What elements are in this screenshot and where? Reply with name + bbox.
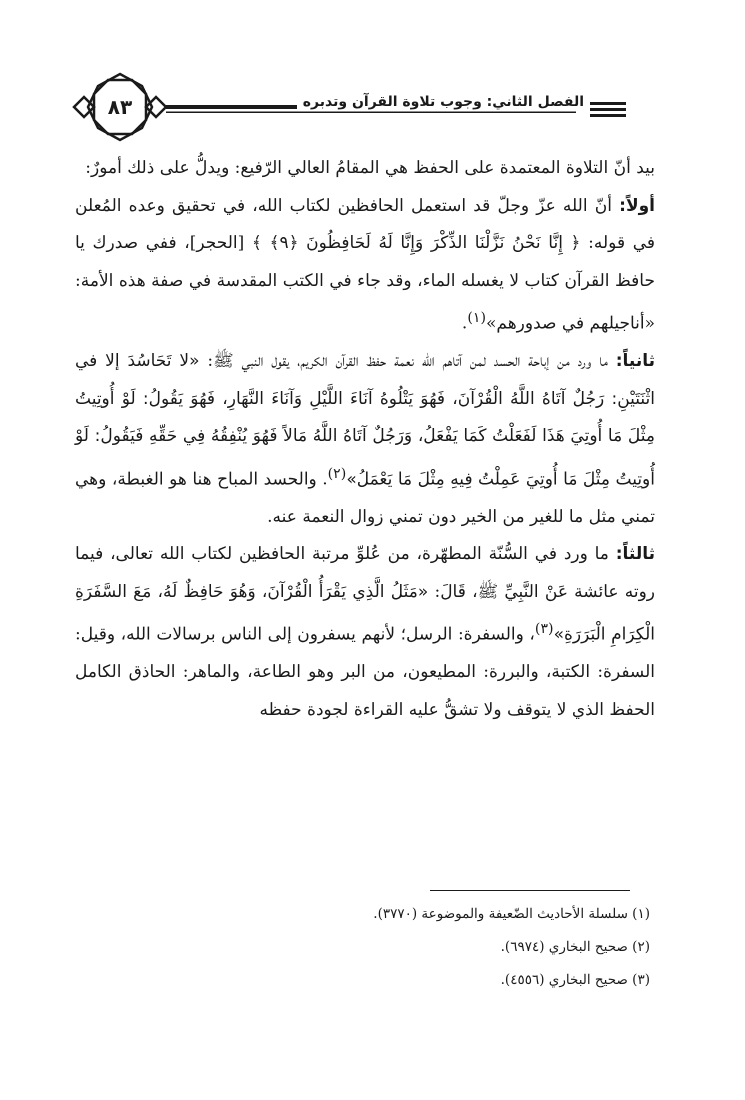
point-two-text: ما ورد من إباحة الحسد لمن آتاهم الله نعمة حفظ القرآن الكريم، يقول النبي ﷺ: [207,351,608,372]
point-three-text-2: ، والسفرة: الرسل؛ لأنهم يسفرون إلى الناس برسالات الله، وقيل: السفرة: الكتبة، والبررة: المطيعون، من البر وهو الطاعة، والماهر: الحاذق الكامل الحفظ الذي لا يتوقف ولا تشقُّ عليه القراءة لجودة حفظه [75,624,655,720]
point-one-text-2: [الحجر]، ففي صدرك يا حافظ القرآن كتاب لا يغسله الماء، وقد جاء في الكتب المقدسة في صفة هذه الأمة: «أناجيلهم في صدورهم» [75,233,655,334]
hadith-quote: «لا تَحَاسُدَ إلا في اثْنَتَيْنِ: رَجُلٌ آتَاهُ اللَّهُ الْقُرْآنَ، فَهُوَ يَتْلُوهُ آنَاءَ اللَّيْلِ وَآنَاءَ النَّهَارِ، فَهُوَ يَقُولُ: لَوْ أُوتِيتُ مِثْلَ مَا أُوتِيَ هَذَا لَفَعَلْتُ كَمَا يَفْعَلُ، وَرَجُلٌ آتَاهُ اللَّهُ مَالاً فَهُوَ يُنْفِقُهُ فِي حَقِّهِ فَيَقُولُ: لَوْ أُوتِيتُ مِثْلَ مَا أُوتِيَ عَمِلْتُ فِيهِ مِثْلَ مَا يَعْمَلُ» [75,351,655,490]
footnote-3: (٣) صحيح البخاري (٤٥٥٦). [500,972,650,988]
main-text [75,150,655,729]
point-three-lead: ثالثاً: [615,544,655,565]
page-header [70,72,630,142]
intro-text: بيد أنّ التلاوة المعتمدة على الحفظ هي المقامُ العالي الرّفيع: ويدلُّ على ذلك أمورٌ: [85,158,655,178]
point-two-lead: ثانياً: [615,351,655,372]
footnote-1: (١) سلسلة الأحاديث الضّعيفة والموضوعة (٣٧٧٠). [373,906,650,922]
intro-paragraph [75,150,655,188]
chapter-title: الفصل الثاني: وجوب تلاوة القرآن وتدبره [297,94,590,110]
footnote-ref-2[interactable]: (٢) [327,465,347,482]
footnote-ref-3[interactable]: (٣) [534,621,554,638]
quran-verse: ﴿ إِنَّا نَحْنُ نَزَّلْنَا الذِّكْرَ وَإِنَّا لَهُ لَحَافِظُونَ ﴿٩﴾ ﴾ [251,233,581,253]
footnote-divider [430,890,630,891]
footnotes [90,898,650,997]
point-two-text-2: . والحسد المباح هنا هو الغبطة، وهي تمني مثل ما للغير من الخير دون تمني زوال النعمة عنه. [75,469,655,527]
point-three-text: ما ورد في السُّنّة المطهّرة، من عُلوِّ مرتبة الحافظين لكتاب الله تعالى، فيما روته عائشة عَنْ النَّبِيِّ ﷺ، قَالَ: [75,544,656,602]
page-number: ٨٣ [107,95,133,119]
footnote-ref-1[interactable]: (١) [467,310,486,326]
hadith-quote-2: «مَثَلُ الَّذِي يَقْرَأُ الْقُرْآنَ، وَهُوَ حَافِظٌ لَهُ، مَعَ السَّفَرَةِ الْكِرَامِ الْبَرَرَةِ» [75,581,655,645]
footnote-2: (٢) صحيح البخاري (٦٩٧٤). [500,939,650,955]
point-two-paragraph [75,343,655,536]
point-one-text-3: . [461,313,468,334]
point-one-paragraph [75,188,655,344]
point-one-text: أنّ الله عزّ وجلّ قد استعمل الحافظين لكتاب الله، في تحقيق وعده المُعلن في قوله: [75,195,656,253]
point-three-paragraph [75,536,655,729]
point-one-lead: أولاً: [619,195,656,216]
